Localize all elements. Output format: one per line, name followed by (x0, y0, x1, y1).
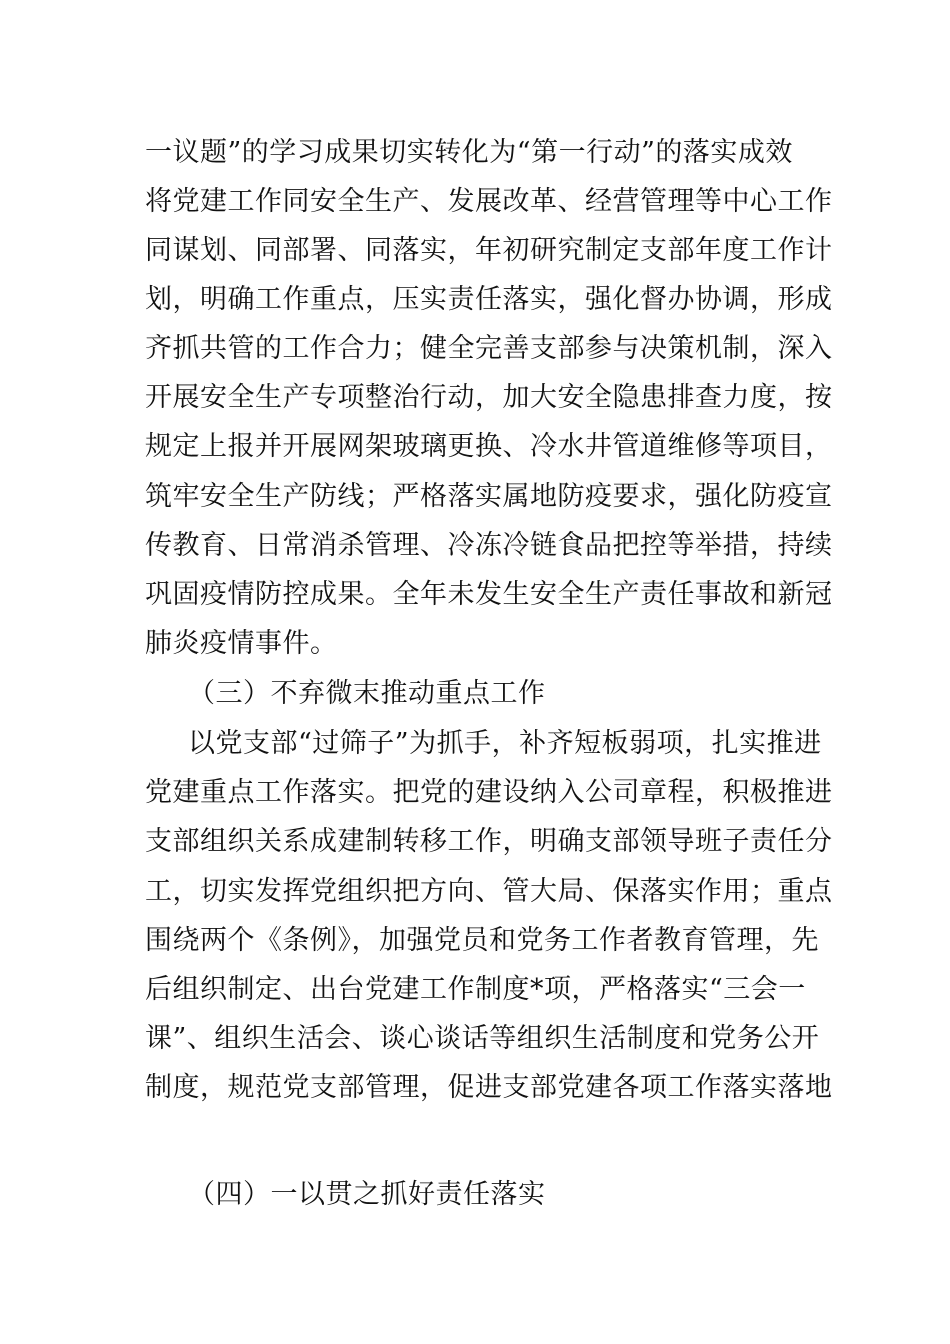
text-line: 划，明确工作重点，压实责任落实，强化督办协调，形成 (145, 284, 833, 315)
text-line: 后组织制定、出台党建工作制度*项，严格落实“三会一 (145, 974, 806, 1005)
text-line: 齐抓共管的工作合力；健全完善支部参与决策机制，深入 (145, 333, 833, 364)
text-line: 筑牢安全生产防线；严格落实属地防疫要求，强化防疫宣 (145, 481, 833, 512)
text-line: 制度，规范党支部管理，促进支部党建各项工作落实落地 (145, 1072, 833, 1103)
text-line: 课”、组织生活会、谈心谈话等组织生活制度和党务公开 (145, 1023, 820, 1054)
text-line: 开展安全生产专项整治行动，加大安全隐患排查力度，按 (145, 382, 833, 413)
text-line: 将党建工作同安全生产、发展改革、经营管理等中心工作 (145, 186, 833, 217)
text-line: 同谋划、同部署、同落实，年初研究制定支部年度工作计 (145, 235, 833, 266)
text-line: 党建重点工作落实。把党的建设纳入公司章程，积极推进 (145, 777, 833, 808)
text-line: 以党支部“过筛子”为抓手，补齐短板弱项，扎实推进 (188, 728, 822, 759)
text-line: 肺炎疫情事件。 (145, 628, 338, 659)
text-line: 支部组织关系成建制转移工作，明确支部领导班子责任分 (145, 826, 833, 857)
text-line: 规定上报并开展网架玻璃更换、冷水井管道维修等项目， (145, 431, 833, 462)
section-heading-3: （三）不弃微末推动重点工作 (188, 678, 546, 709)
text-line: 一议题”的学习成果切实转化为“第一行动”的落实成效 (145, 137, 793, 168)
text-line: 传教育、日常消杀管理、冷冻冷链食品把控等举措，持续 (145, 530, 833, 561)
text-line: 围绕两个《条例》，加强党员和党务工作者教育管理，先 (145, 925, 819, 956)
text-line: 工，切实发挥党组织把方向、管大局、保落实作用；重点 (145, 876, 833, 907)
section-heading-4: （四）一以贯之抓好责任落实 (188, 1179, 546, 1210)
text-line: 巩固疫情防控成果。全年未发生安全生产责任事故和新冠 (145, 579, 833, 610)
